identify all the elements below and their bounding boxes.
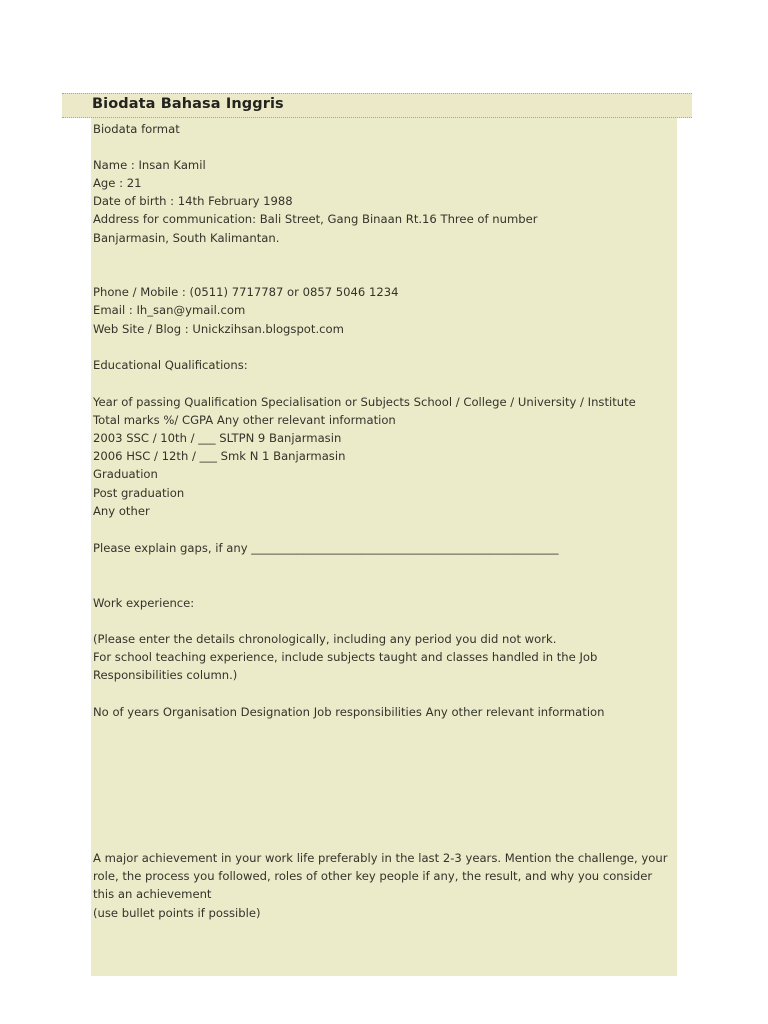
text-line: Address for communication: Bali Street, Gang Binaan Rt.16 Three of number (93, 212, 538, 226)
text-line: Total marks %/ CGPA Any other relevant information (93, 413, 396, 427)
text-line: For school teaching experience, include subjects taught and classes handled in the Job (93, 650, 598, 664)
text-line: role, the process you followed, roles of other key people if any, the result, and why you consider (93, 869, 653, 883)
text-line: Email : Ih_san@ymail.com (93, 303, 246, 317)
document-title: Biodata Bahasa Inggris (92, 96, 284, 112)
section-heading: Work experience: (93, 596, 195, 610)
text-line: this an achievement (93, 887, 212, 901)
text-line: Phone / Mobile : (0511) 7717787 or 0857 5046 1234 (93, 285, 399, 299)
text-line: No of years Organisation Designation Job responsibilities Any other relevant information (93, 705, 605, 719)
text-line: Any other (93, 504, 150, 518)
text-line: 2003 SSC / 10th / ___ SLTPN 9 Banjarmasin (93, 431, 342, 445)
text-line: Please explain gaps, if any _____________________________________________________ (93, 541, 559, 555)
text-line: 2006 HSC / 12th / ___ Smk N 1 Banjarmasin (93, 449, 346, 463)
text-line: Graduation (93, 467, 158, 481)
title-bar (62, 93, 692, 118)
text-line: Age : 21 (93, 176, 142, 190)
text-line: Post graduation (93, 486, 185, 500)
text-line: Responsibilities column.) (93, 668, 238, 682)
text-line: Date of birth : 14th February 1988 (93, 194, 293, 208)
text-line: Web Site / Blog : Unickzihsan.blogspot.com (93, 322, 344, 336)
text-line: Name : Insan Kamil (93, 158, 206, 172)
text-line: (use bullet points if possible) (93, 906, 261, 920)
text-line: A major achievement in your work life preferably in the last 2-3 years. Mention the challenge, your (93, 851, 668, 865)
text-line: Banjarmasin, South Kalimantan. (93, 231, 280, 245)
text-line: Biodata format (93, 122, 180, 136)
text-line: (Please enter the details chronologically, including any period you did not work. (93, 632, 557, 646)
text-line: Year of passing Qualification Specialisation or Subjects School / College / University / Institute (93, 395, 636, 409)
section-heading: Educational Qualifications: (93, 358, 248, 372)
